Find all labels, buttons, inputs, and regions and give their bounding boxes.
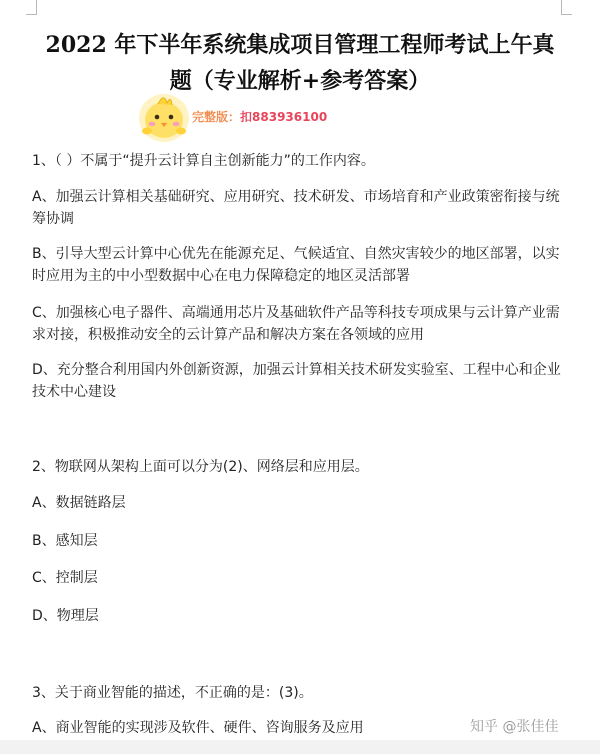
question-2-option-c: C、控制层 <box>32 570 98 586</box>
question-1-option-c: C、加强核心电子器件、高端通用芯片及基础软件产品等科技专项成果与云计算产业需求对接，积极推动安全的云计算产品和解决方案在各领域的应用 <box>32 305 560 343</box>
question-1-stem: 1、（ ）不属于“提升云计算自主创新能力”的工作内容。 <box>32 153 375 169</box>
question-2-option-a: A、数据链路层 <box>32 495 126 511</box>
promo-label: 完整版： <box>192 110 241 124</box>
question-3-option-a: A、商业智能的实现涉及软件、硬件、咨询服务及应用 <box>32 720 364 736</box>
question-1-option-b: B、引导大型云计算中心优先在能源充足、气候适宜、自然灾害较少的地区部署，以实时应用为主的中小型数据中心在电力保障稳定的地区灵活部署 <box>32 246 560 284</box>
question-2-option-d: D、物理层 <box>32 608 99 624</box>
document-title-line-2: 题（专业解析+参考答案） <box>169 68 431 94</box>
question-3-stem: 3、关于商业智能的描述，不正确的是：(3)。 <box>32 685 313 701</box>
promo-contact: 扣883936100 <box>240 110 328 124</box>
question-2-option-b: B、感知层 <box>32 533 98 549</box>
question-2-stem: 2、物联网从架构上面可以分为(2)、网络层和应用层。 <box>32 459 369 475</box>
promo-banner <box>136 88 366 144</box>
promo-text <box>192 108 327 125</box>
chick-mascot-icon <box>136 90 192 144</box>
question-1-option-a: A、加强云计算相关基础研究、应用研究、技术研发、市场培育和产业政策密衔接与统筹协调 <box>32 189 560 227</box>
zhihu-watermark: 知乎 @张佳佳 <box>470 719 559 735</box>
document-title-line-1: 2022 年下半年系统集成项目管理工程师考试上午真 <box>45 32 555 58</box>
question-1-option-d: D、充分整合利用国内外创新资源，加强云计算相关技术研发实验室、工程中心和企业技术中心建设 <box>32 362 561 400</box>
page-corner-mark-right <box>561 0 572 15</box>
page-corner-mark-left <box>26 0 37 15</box>
page-footer-bar <box>0 740 600 754</box>
